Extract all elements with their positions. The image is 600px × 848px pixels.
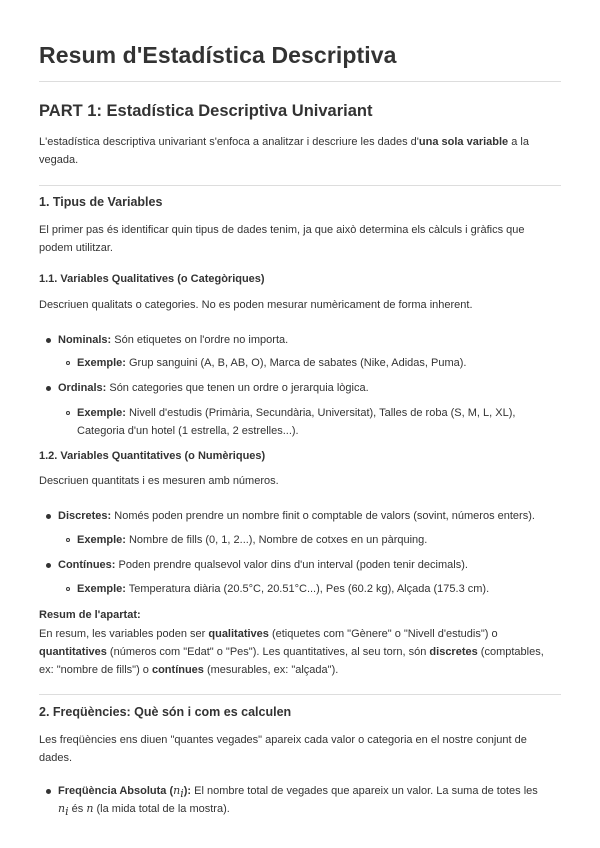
ordinal-item: Ordinals: Són categories que tenen un ordre o jerarquia lògica.: [58, 382, 369, 394]
part1-intro: L'estadística descriptiva univariant s'enfoca a analitzar i descriure les dades d'una sola variable a la vegada.: [39, 136, 529, 166]
discrete-example: Exemple: Nombre de fills (0, 1, 2...), Nombre de cotxes en un pàrquing.: [77, 534, 428, 546]
ordinal-example-line2: Categoria d'un hotel (1 estrella, 2 estrelles...).: [77, 425, 299, 437]
title-divider: [39, 81, 561, 82]
part1-heading: PART 1: Estadística Descriptiva Univariant: [39, 102, 373, 120]
bullet-continuous-example: [66, 587, 70, 591]
document-title: Resum d'Estadística Descriptiva: [39, 42, 397, 68]
ordinal-example-line1: Exemple: Nivell d'estudis (Primària, Secundària, Universitat), Talles de roba (S, M, L, XL),: [77, 407, 516, 419]
bullet-ordinal-example: [66, 411, 70, 415]
section1-intro: El primer pas és identificar quin tipus de dades tenim, ja que això determina els càlculs i gràfics que podem utilitzar.: [39, 224, 525, 254]
bullet-absolute-frequency: [46, 789, 51, 794]
bullet-continuous: [46, 563, 51, 568]
summary-heading: Resum de l'apartat:: [39, 609, 141, 621]
summary-line1: En resum, les variables poden ser qualitatives (etiquetes com "Gènere" o "Nivell d'estudis") o: [39, 628, 498, 640]
absolute-frequency-item: Freqüència Absoluta $(n_i)$: El nombre total de vegades que apareix un valor. La suma de totes les: [58, 784, 538, 801]
bullet-discrete: [46, 514, 51, 519]
section2-intro: Les freqüències ens diuen "quantes vegades" apareix cada valor o categoria en el nostre conjunt de dades.: [39, 734, 527, 764]
continuous-example: Exemple: Temperatura diària (20.5°C, 20.51°C...), Pes (60.2 kg), Alçada (175.3 cm).: [77, 583, 490, 595]
nominal-example: Exemple: Grup sanguini (A, B, AB, O), Marca de sabates (Nike, Adidas, Puma).: [77, 357, 467, 369]
bullet-discrete-example: [66, 538, 70, 542]
discrete-item: Discretes: Només poden prendre un nombre finit o comptable de valors (sovint, números enters).: [58, 510, 535, 522]
qualitative-heading: 1.1. Variables Qualitatives (o Categòriques): [39, 273, 265, 285]
part1-divider: [39, 185, 561, 186]
bullet-nominal-example: [66, 361, 70, 365]
quantitative-heading: 1.2. Variables Quantitatives (o Numèriques): [39, 450, 266, 462]
absolute-frequency-item-line2: $n_i$ és n (la mida total de la mostra).: [58, 802, 230, 819]
summary-line2: quantitatives (números com "Edat" o "Pes"). Les quantitatives, al seu torn, són discretes (comptables,: [39, 646, 544, 658]
continuous-item: Contínues: Poden prendre qualsevol valor dins d'un interval (poden tenir decimals).: [58, 559, 468, 571]
bullet-nominal: [46, 338, 51, 343]
section1-heading: 1. Tipus de Variables: [39, 195, 163, 209]
section2-heading: 2. Freqüències: Què són i com es calculen: [39, 705, 292, 719]
quantitative-description: Descriuen quantitats i es mesuren amb números.: [39, 475, 279, 487]
qualitative-description: Descriuen qualitats o categories. No es poden mesurar numèricament de forma inherent.: [39, 299, 473, 311]
section1-divider: [39, 694, 561, 695]
bullet-ordinal: [46, 386, 51, 391]
summary-line3: ex: "nombre de fills") o contínues (mesurables, ex: "alçada").: [39, 664, 339, 676]
nominal-item: Nominals: Són etiquetes on l'ordre no importa.: [58, 334, 289, 346]
